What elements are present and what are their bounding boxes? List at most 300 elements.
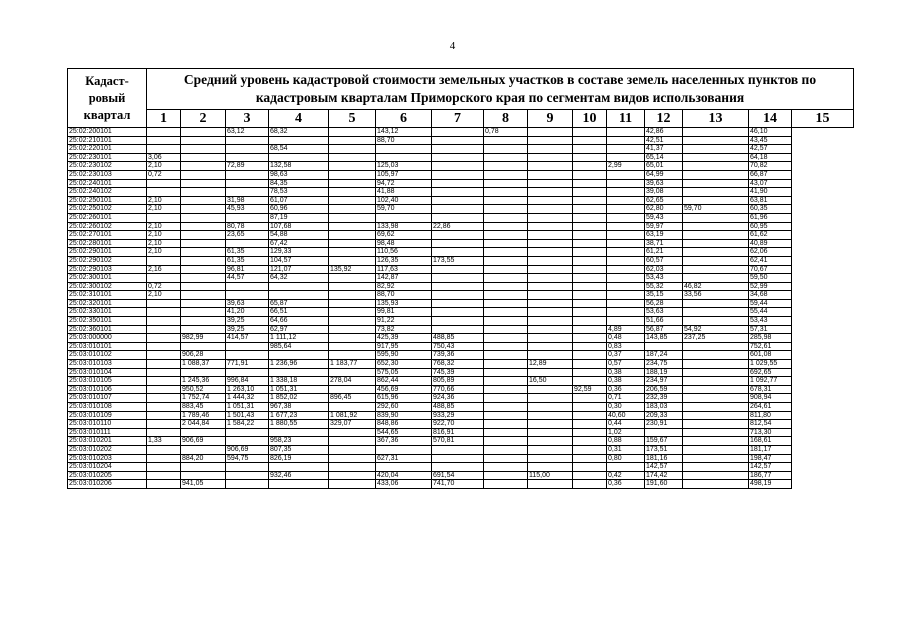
segment-header-11: 11	[607, 110, 645, 128]
value-cell: 805,89	[432, 377, 484, 386]
value-cell	[573, 188, 607, 197]
value-cell: 1 092,77	[749, 377, 792, 386]
value-cell: 420,04	[376, 471, 432, 480]
value-cell	[484, 463, 528, 472]
kadastr-quarter-cell: 25:02:230101	[68, 153, 147, 162]
value-cell: 0,42	[607, 471, 645, 480]
value-cell	[484, 351, 528, 360]
value-cell	[329, 368, 376, 377]
value-cell	[528, 196, 573, 205]
value-cell: 1 584,22	[226, 420, 269, 429]
value-cell	[147, 403, 181, 412]
value-cell	[484, 222, 528, 231]
value-cell	[329, 170, 376, 179]
value-cell	[329, 334, 376, 343]
table-row	[68, 248, 854, 257]
value-cell	[573, 342, 607, 351]
value-cell	[181, 428, 226, 437]
value-cell	[573, 463, 607, 472]
segment-header-9: 9	[528, 110, 573, 128]
value-cell	[528, 128, 573, 137]
value-cell	[573, 394, 607, 403]
value-cell: 922,70	[432, 420, 484, 429]
value-cell: 285,98	[749, 334, 792, 343]
value-cell: 329,07	[329, 420, 376, 429]
table-row	[68, 325, 854, 334]
segment-header-8: 8	[484, 110, 528, 128]
value-cell: 135,93	[376, 299, 432, 308]
value-cell	[683, 162, 749, 171]
kadastr-quarter-cell: 25:02:250102	[68, 205, 147, 214]
value-cell	[484, 274, 528, 283]
value-cell	[528, 342, 573, 351]
value-cell: 0,83	[607, 342, 645, 351]
value-cell: 985,64	[269, 342, 329, 351]
value-cell	[432, 291, 484, 300]
value-cell: 186,77	[749, 471, 792, 480]
value-cell	[432, 454, 484, 463]
value-cell	[147, 368, 181, 377]
value-cell: 570,81	[432, 437, 484, 446]
value-cell	[181, 196, 226, 205]
value-cell	[573, 162, 607, 171]
segment-header-5: 5	[329, 110, 376, 128]
value-cell	[528, 291, 573, 300]
value-cell	[432, 282, 484, 291]
table-row	[68, 454, 854, 463]
table-row	[68, 368, 854, 377]
kadastr-label-line2: ровый	[88, 90, 126, 105]
value-cell: 0,37	[607, 351, 645, 360]
table-row	[68, 471, 854, 480]
kadastr-quarter-cell: 25:03:010105	[68, 377, 147, 386]
value-cell	[147, 308, 181, 317]
value-cell	[181, 291, 226, 300]
value-cell	[683, 342, 749, 351]
value-cell	[484, 403, 528, 412]
value-cell	[484, 188, 528, 197]
value-cell	[329, 162, 376, 171]
value-cell	[573, 377, 607, 386]
value-cell	[376, 153, 432, 162]
value-cell	[683, 196, 749, 205]
value-cell: 39,25	[226, 325, 269, 334]
value-cell	[683, 213, 749, 222]
value-cell: 66,87	[749, 170, 792, 179]
value-cell	[226, 463, 269, 472]
value-cell	[683, 145, 749, 154]
value-cell	[181, 308, 226, 317]
value-cell: 173,55	[432, 256, 484, 265]
value-cell: 94,72	[376, 179, 432, 188]
value-cell: 173,51	[645, 445, 683, 454]
value-cell: 1,02	[607, 428, 645, 437]
value-cell	[573, 420, 607, 429]
value-cell: 42,86	[645, 128, 683, 137]
value-cell: 41,20	[226, 308, 269, 317]
value-cell	[329, 188, 376, 197]
value-cell	[607, 188, 645, 197]
value-cell: 488,85	[432, 403, 484, 412]
value-cell	[683, 170, 749, 179]
value-cell	[528, 463, 573, 472]
kadastr-label-line3: квартал	[83, 107, 131, 122]
value-cell: 22,86	[432, 222, 484, 231]
value-cell	[181, 274, 226, 283]
title-line1: Средний уровень кадастровой стоимости земельных участков в составе земель населенных пунктов по	[183, 72, 817, 87]
kadastr-quarter-cell: 25:02:310101	[68, 291, 147, 300]
value-cell	[683, 411, 749, 420]
value-cell	[573, 308, 607, 317]
value-cell	[573, 153, 607, 162]
value-cell: 61,07	[269, 196, 329, 205]
value-cell	[147, 480, 181, 489]
value-cell: 234,97	[645, 377, 683, 386]
value-cell	[573, 256, 607, 265]
table-row	[68, 308, 854, 317]
value-cell: 65,14	[645, 153, 683, 162]
table-row	[68, 265, 854, 274]
value-cell: 1 501,43	[226, 411, 269, 420]
value-cell	[528, 403, 573, 412]
value-cell	[683, 256, 749, 265]
value-cell	[683, 480, 749, 489]
value-cell	[573, 274, 607, 283]
kadastr-quarter-cell: 25:02:300102	[68, 282, 147, 291]
value-cell	[484, 282, 528, 291]
value-cell: 932,46	[269, 471, 329, 480]
value-cell	[607, 136, 645, 145]
value-cell	[683, 222, 749, 231]
value-cell: 88,70	[376, 136, 432, 145]
value-cell	[573, 317, 607, 326]
table-row	[68, 162, 854, 171]
value-cell: 82,92	[376, 282, 432, 291]
table-row	[68, 437, 854, 446]
value-cell	[528, 299, 573, 308]
value-cell: 132,58	[269, 162, 329, 171]
value-cell	[484, 170, 528, 179]
value-cell	[432, 299, 484, 308]
value-cell	[269, 351, 329, 360]
value-cell	[528, 162, 573, 171]
value-cell: 1 088,37	[181, 360, 226, 369]
value-cell: 692,65	[749, 368, 792, 377]
value-cell	[181, 342, 226, 351]
segment-header-15: 15	[792, 110, 854, 128]
value-cell	[269, 153, 329, 162]
value-cell	[432, 265, 484, 274]
value-cell: 770,66	[432, 385, 484, 394]
value-cell	[226, 428, 269, 437]
value-cell	[484, 153, 528, 162]
value-cell	[329, 308, 376, 317]
value-cell	[528, 248, 573, 257]
value-cell	[607, 213, 645, 222]
value-cell	[573, 239, 607, 248]
value-cell: 2 044,84	[181, 420, 226, 429]
value-cell: 62,97	[269, 325, 329, 334]
value-cell	[573, 196, 607, 205]
value-cell: 941,05	[181, 480, 226, 489]
value-cell	[329, 145, 376, 154]
value-cell: 44,57	[226, 274, 269, 283]
value-cell: 595,90	[376, 351, 432, 360]
value-cell	[607, 256, 645, 265]
value-cell	[181, 153, 226, 162]
value-cell	[226, 437, 269, 446]
value-cell	[573, 368, 607, 377]
value-cell: 53,63	[645, 308, 683, 317]
value-cell	[528, 239, 573, 248]
value-cell: 0,71	[607, 394, 645, 403]
value-cell: 0,44	[607, 420, 645, 429]
value-cell: 64,66	[269, 317, 329, 326]
value-cell: 88,70	[376, 291, 432, 300]
value-cell	[683, 385, 749, 394]
value-cell: 575,05	[376, 368, 432, 377]
value-cell	[573, 411, 607, 420]
value-cell: 107,68	[269, 222, 329, 231]
value-cell	[573, 334, 607, 343]
kadastr-quarter-cell: 25:02:260102	[68, 222, 147, 231]
table-row	[68, 256, 854, 265]
value-cell: 237,25	[683, 334, 749, 343]
value-cell: 78,53	[269, 188, 329, 197]
value-cell: 62,41	[749, 256, 792, 265]
value-cell	[683, 454, 749, 463]
value-cell	[607, 248, 645, 257]
value-cell: 40,60	[607, 411, 645, 420]
value-cell	[683, 368, 749, 377]
value-cell: 61,35	[226, 256, 269, 265]
value-cell: 1 444,32	[226, 394, 269, 403]
value-cell	[573, 231, 607, 240]
value-cell	[607, 231, 645, 240]
value-cell: 92,59	[573, 385, 607, 394]
value-cell	[607, 196, 645, 205]
value-cell	[528, 385, 573, 394]
value-cell	[683, 420, 749, 429]
value-cell	[329, 437, 376, 446]
value-cell: 1 081,92	[329, 411, 376, 420]
value-cell	[528, 351, 573, 360]
value-cell: 1 183,77	[329, 360, 376, 369]
value-cell	[329, 231, 376, 240]
value-cell: 2,16	[147, 265, 181, 274]
value-cell	[181, 162, 226, 171]
value-cell	[683, 394, 749, 403]
value-cell: 906,69	[181, 437, 226, 446]
value-cell	[573, 213, 607, 222]
value-cell	[432, 231, 484, 240]
value-cell: 59,44	[749, 299, 792, 308]
value-cell	[269, 463, 329, 472]
value-cell	[181, 239, 226, 248]
value-cell	[147, 360, 181, 369]
value-cell	[147, 299, 181, 308]
value-cell: 61,62	[749, 231, 792, 240]
value-cell	[607, 282, 645, 291]
value-cell: 57,31	[749, 325, 792, 334]
value-cell	[181, 282, 226, 291]
value-cell: 691,54	[432, 471, 484, 480]
value-cell: 1 051,31	[226, 403, 269, 412]
kadastr-quarter-cell: 25:02:270101	[68, 231, 147, 240]
value-cell: 62,03	[645, 265, 683, 274]
value-cell	[484, 445, 528, 454]
value-cell: 544,65	[376, 428, 432, 437]
kadastr-quarter-cell: 25:02:290101	[68, 248, 147, 257]
value-cell	[226, 188, 269, 197]
value-cell: 230,91	[645, 420, 683, 429]
value-cell	[329, 153, 376, 162]
value-cell: 39,63	[226, 299, 269, 308]
value-cell: 33,56	[683, 291, 749, 300]
value-cell	[147, 188, 181, 197]
value-cell	[683, 377, 749, 386]
value-cell	[573, 282, 607, 291]
value-cell	[683, 471, 749, 480]
value-cell	[683, 231, 749, 240]
value-cell	[376, 463, 432, 472]
value-cell	[573, 205, 607, 214]
value-cell	[484, 308, 528, 317]
value-cell: 917,95	[376, 342, 432, 351]
value-cell	[432, 317, 484, 326]
value-cell	[528, 420, 573, 429]
value-cell: 53,43	[645, 274, 683, 283]
value-cell: 98,63	[269, 170, 329, 179]
table-row	[68, 205, 854, 214]
value-cell	[432, 136, 484, 145]
value-cell	[607, 205, 645, 214]
table-title	[147, 69, 854, 110]
kadastr-quarter-cell: 25:02:240101	[68, 179, 147, 188]
value-cell	[528, 325, 573, 334]
kadastr-quarter-cell: 25:03:010109	[68, 411, 147, 420]
value-cell	[573, 454, 607, 463]
value-cell	[329, 317, 376, 326]
value-cell	[573, 428, 607, 437]
value-cell: 84,35	[269, 179, 329, 188]
value-cell	[147, 342, 181, 351]
value-cell	[528, 145, 573, 154]
table-row	[68, 213, 854, 222]
value-cell: 142,57	[749, 463, 792, 472]
value-cell: 615,96	[376, 394, 432, 403]
table-row	[68, 291, 854, 300]
value-cell: 367,36	[376, 437, 432, 446]
value-cell: 61,96	[749, 213, 792, 222]
value-cell	[432, 128, 484, 137]
value-cell	[432, 325, 484, 334]
value-cell	[683, 317, 749, 326]
value-cell: 41,90	[749, 188, 792, 197]
table-row	[68, 145, 854, 154]
value-cell	[329, 342, 376, 351]
value-cell	[269, 291, 329, 300]
value-cell	[226, 170, 269, 179]
value-cell	[432, 274, 484, 283]
value-cell: 0,78	[484, 128, 528, 137]
value-cell	[329, 248, 376, 257]
value-cell: 884,20	[181, 454, 226, 463]
value-cell: 0,30	[607, 403, 645, 412]
value-cell: 43,07	[749, 179, 792, 188]
value-cell: 1,33	[147, 437, 181, 446]
value-cell	[484, 360, 528, 369]
value-cell	[484, 454, 528, 463]
value-cell	[147, 136, 181, 145]
value-cell: 73,82	[376, 325, 432, 334]
value-cell: 53,43	[749, 317, 792, 326]
value-cell: 105,97	[376, 170, 432, 179]
value-cell	[432, 145, 484, 154]
value-cell	[329, 196, 376, 205]
value-cell	[147, 179, 181, 188]
value-cell	[329, 136, 376, 145]
value-cell	[181, 179, 226, 188]
value-cell: 206,59	[645, 385, 683, 394]
value-cell: 69,62	[376, 231, 432, 240]
value-cell: 0,72	[147, 170, 181, 179]
value-cell: 62,80	[645, 205, 683, 214]
value-cell	[484, 213, 528, 222]
table-row	[68, 196, 854, 205]
value-cell	[226, 213, 269, 222]
value-cell: 908,94	[749, 394, 792, 403]
value-cell: 741,70	[432, 480, 484, 489]
value-cell	[147, 325, 181, 334]
value-cell	[484, 239, 528, 248]
value-cell	[484, 437, 528, 446]
value-cell	[573, 265, 607, 274]
value-cell: 750,43	[432, 342, 484, 351]
value-cell	[181, 265, 226, 274]
value-cell: 2,10	[147, 291, 181, 300]
value-cell	[607, 145, 645, 154]
kadastr-quarter-cell: 25:02:230102	[68, 162, 147, 171]
value-cell	[181, 463, 226, 472]
value-cell	[573, 222, 607, 231]
table-row	[68, 342, 854, 351]
kadastr-quarter-cell: 25:03:010101	[68, 342, 147, 351]
kadastr-quarter-cell: 25:02:260101	[68, 213, 147, 222]
value-cell	[147, 334, 181, 343]
value-cell	[484, 248, 528, 257]
table-row	[68, 282, 854, 291]
value-cell	[683, 136, 749, 145]
table-row	[68, 239, 854, 248]
value-cell: 91,22	[376, 317, 432, 326]
value-cell: 745,39	[432, 368, 484, 377]
table-row	[68, 394, 854, 403]
value-cell	[226, 136, 269, 145]
value-cell	[528, 480, 573, 489]
value-cell	[528, 274, 573, 283]
value-cell	[528, 437, 573, 446]
value-cell: 55,44	[749, 308, 792, 317]
value-cell: 3,06	[147, 153, 181, 162]
value-cell: 816,91	[432, 428, 484, 437]
value-cell	[528, 282, 573, 291]
value-cell	[683, 265, 749, 274]
value-cell: 4,89	[607, 325, 645, 334]
value-cell	[147, 145, 181, 154]
value-cell: 2,10	[147, 162, 181, 171]
value-cell	[147, 256, 181, 265]
